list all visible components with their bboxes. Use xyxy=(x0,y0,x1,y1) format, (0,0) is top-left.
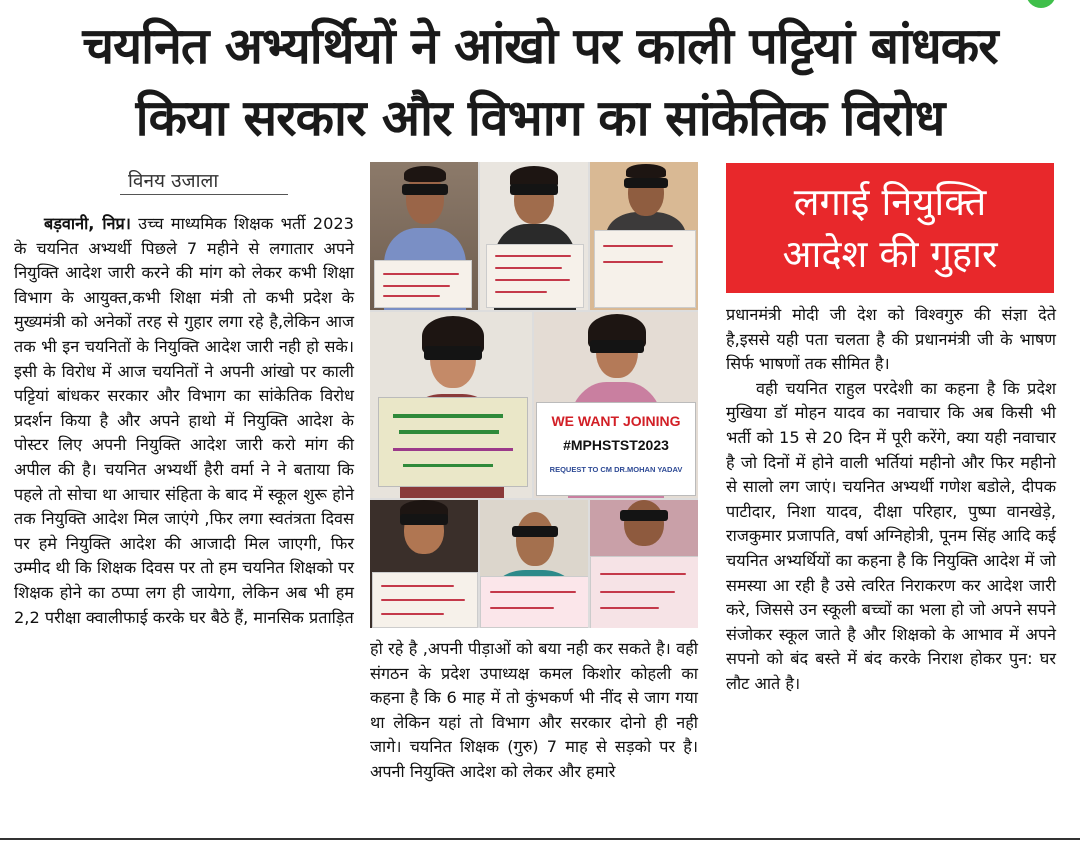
side-heading-line-2: आदेश की गुहार xyxy=(782,232,998,276)
want-joining-sign xyxy=(536,402,696,496)
headline-line-2: किया सरकार और विभाग का सांकेतिक विरोध xyxy=(135,89,945,147)
photo-man-blindfold-4 xyxy=(590,500,698,628)
request-text: REQUEST TO CM DR.MOHAN YADAV xyxy=(549,465,683,474)
dateline: बड़वानी, निप्र। xyxy=(44,214,131,233)
column-3-paragraph-2: वही चयनित राहुल परदेशी का कहना है कि प्रदेश मुखिया डॉ मोहन यादव का नवाचार कि अब किसी भी भर्ती को 15 से 20 दिन में पूरी करेंगे, क्या यही नवाचार है जो दिनों में होने वाली भर्तियां महीनो और फिर महीनो से सालो लग जाएं। चयनित अभ्यर्थी गणेश बडोले, दीपक पाटीदार, निशा यादव, दीक्षा परिहार, पुष्पा वानखेड़े, राजकुमार प्रजापति, वर्षा अग्निहोत्री, पूनम सिंह आदि कई चयनित अभ्यर्थियों का कहना है कि नियुक्ति आदेश में जो समस्या आ रही है उसे त्वरित निराकरण कर आदेश जारी करे, जिससे उन स्कूली बच्चों का भला हो जो अपने सपने संजोकर स्कूल जाते है और शिक्षको के आभाव में अपने सपनो को बंद बस्ते में बंद करके निराश होकर पुन: घर लौट आते है। xyxy=(726,378,1056,693)
bottom-rule xyxy=(0,838,1080,840)
photo-man-blindfold-2 xyxy=(590,162,698,310)
protest-photo-collage xyxy=(370,162,698,628)
column-2-text: हो रहे है ,अपनी पीड़ाओं को बया नही कर सकते है। वही संगठन के प्रदेश उपाध्यक्ष कमल किशोर कोहली का कहना है कि 6 माह में तो कुंभकर्ण भी नींद से जाग गया था लेकिन यहां तो विभाग और सरकार दोनो ही नही जागे। चयनित शिक्षक (गुरु) 7 माह से सड़को पर है। अपनी नियुक्ति आदेश को लेकर और हमारे xyxy=(370,639,698,781)
photo-woman-blindfold-1 xyxy=(480,162,588,310)
column-3-paragraph-1: प्रधानमंत्री मोदी जी देश को विश्वगुरु की संज्ञा देते है,इससे यही पता चलता है की प्रधानमंत्री जी के भाषण सिर्फ भाषणों तक सीमित है। xyxy=(726,305,1056,374)
want-joining-text: WE WANT JOINING xyxy=(551,413,681,429)
column-1-text: उच्च माध्यमिक शिक्षक भर्ती 2023 के चयनित अभ्यर्थी पिछले 7 महीने से लगातार अपने नियुक्ति आदेश जारी करने की मांग को लेकर कभी शिक्षा विभाग के आयुक्त,कभी शिक्षा मंत्री तो कभी प्रदेश के मुख्यमंत्री को अनेकों तरह से गुहार लगा रहे है,लेकिन आज तक भी इन चयनितों के नियुक्ति आदेश जारी नही हो सके। इसी के विरोध में आज चयनितों ने अपनी आंखो पर काली पट्टियां बांधकर सरकार और विभाग का सांकेतिक विरोध प्रदर्शन किया है और अपने हाथो में नियुक्ति आदेश के पोस्टर लिए अपनी नियुक्ति आदेश जारी करो मांग की अपील की है। चयनित अभ्यर्थी हैरी वर्मा ने ने बताया कि पहले तो सोचा था आचार संहिता के बाद में स्कूल शुरू होने तक नियुक्ति आदेश मिल जाएंगे ,फिर लगा स्वतंत्रता दिवस पर हमे नियुक्ति आदेश की आजादी मिल जाएगी, फिर उम्मीद थी कि शिक्षक दिवस पर तो हम चयनित शिक्षको पर शिक्षक होने का ठप्पा लग ही जायेगा, लेकिन अब भी हम 2,2 परीक्षा क्वालीफाई करके घर बैठे हैं, मानसिक प्रताड़ित xyxy=(14,214,354,627)
article-column-1 xyxy=(14,212,354,630)
photo-man-blindfold-3 xyxy=(480,500,588,628)
photo-man-blindfold-1 xyxy=(370,162,478,310)
byline: विनय उजाला xyxy=(120,168,288,195)
hashtag-text: #MPHSTST2023 xyxy=(563,437,669,453)
article-column-2 xyxy=(370,637,698,785)
headline-line-1: चयनित अभ्यर्थियों ने आंखो पर काली पट्टियां बांधकर xyxy=(82,17,998,75)
corner-green-dot xyxy=(1026,0,1056,8)
article-column-3 xyxy=(726,303,1056,697)
side-heading-box xyxy=(726,163,1054,293)
photo-woman-blindfold-2 xyxy=(370,500,478,628)
green-protest-sign xyxy=(378,397,528,487)
side-heading-line-1: लगाई नियुक्ति xyxy=(793,180,987,224)
